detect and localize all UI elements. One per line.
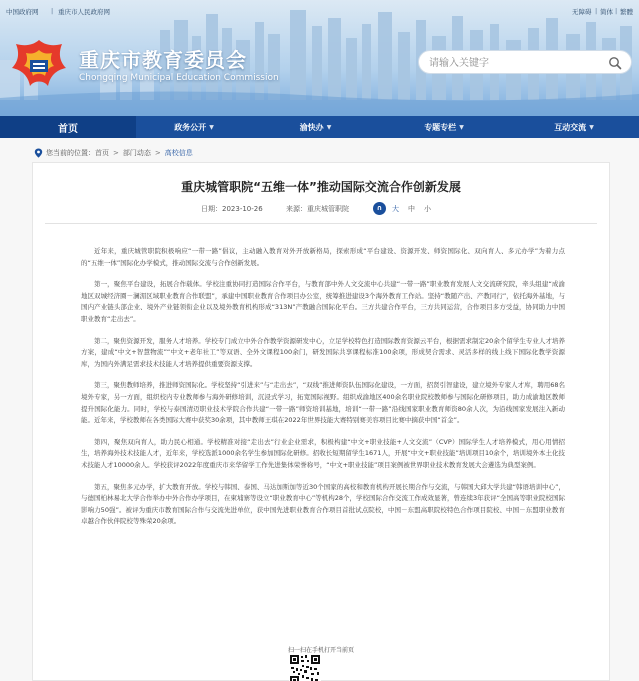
font-size-large[interactable]: 大 bbox=[392, 205, 399, 213]
nav-yukuaiban[interactable] bbox=[252, 116, 379, 138]
nav-special-topics-label: 专题专栏 bbox=[424, 122, 457, 132]
breadcrumb-dept-news[interactable]: 部门动态 bbox=[122, 149, 151, 157]
article-body bbox=[81, 246, 565, 528]
breadcrumb-home[interactable]: 首页 bbox=[95, 149, 109, 157]
chevron-down-icon: ▼ bbox=[209, 123, 214, 131]
nav-interaction[interactable] bbox=[509, 116, 639, 138]
nav-home-label: 首页 bbox=[58, 123, 78, 135]
chevron-down-icon: ▼ bbox=[589, 123, 594, 131]
nav-yukuaiban-label: 渝快办 bbox=[299, 122, 324, 132]
article-card bbox=[32, 162, 610, 681]
top-links-bar: 中国政府网 | 重庆市人民政府网 无障碍 | 简体 | 繁體 bbox=[6, 7, 633, 16]
breadcrumb-separator: > bbox=[113, 149, 119, 157]
article-meta bbox=[33, 202, 609, 216]
search-input[interactable] bbox=[429, 55, 599, 71]
link-cq-gov[interactable]: 重庆市人民政府网 bbox=[58, 8, 110, 16]
font-size-small[interactable]: 小 bbox=[424, 205, 431, 213]
link-traditional[interactable]: 繁體 bbox=[620, 8, 633, 16]
article-paragraph: 近年来，重庆城管职院积极响应“一带一路”倡议，主动融入教育对外开放新格局，探索形成“平台建设、资源开发、师资国际化、双向育人、多元办学”为着力点的“五维一体”国际化办学模式，推动国际交流与合作创新发展。 bbox=[81, 247, 565, 267]
article-paragraph: 第五，聚焦多元办学，扩大教育开放。学校与韩国、泰国、马达加斯加等近30个国家的高校和教育机构开展长期合作与交流，与韩国大邱大学共建“韩语培训中心”，与德国柏林易北大学合作举办中外合作办学项目，在柬埔寨等设立“职业教育中心”等机构28个，学校国际合作交流工作成效显著，曾连续3年获评“全国高等职业院校国际影响力50强”。被评为重庆市教育国际合作与交流先进单位，获中国先进职业教育合作项目首批试点院校，中国－东盟高职院校特色合作项目院校、中国－东盟职业教育卓越合作伙伴院校等殊荣20余项。 bbox=[81, 482, 566, 526]
article-paragraph: 第三，聚焦教师培养，推进师资国际化。学校坚持“引进来”与“走出去”，“双线”推进师资队伍国际化建设，一方面，招贤引智建设，建立境外专家人才库，聘用68名境外专家，另一方面，组织校内专业教师参与海外研修培训，沉浸式学习，拓宽国际视野。组织成渝地区400余名职业院校教师参与国际化研修项目，助力成渝地区教师提升国际化能力。同时，学校与泰国清迈职业技术学院合作共建“一带一路”师资培训基地，培训“一带一路”沿线国家职业教育师资80余人次，为沿线国家发展注入新动能。近年来，学校教师在各类国际大赛中获奖30余项，其中教师王琪在2022年世界技能大赛特别赛美容项目比赛中摘获中国“首金”。 bbox=[81, 381, 565, 425]
breadcrumb-university-info[interactable]: 高校信息 bbox=[164, 149, 193, 157]
nav-home[interactable] bbox=[0, 116, 136, 138]
site-header bbox=[0, 0, 639, 116]
share-icon[interactable]: ∩ bbox=[373, 202, 386, 215]
breadcrumb-prefix: 您当前的位置： bbox=[46, 149, 95, 157]
article-title: 重庆城管职院“五维一体”推动国际交流合作创新发展 bbox=[181, 180, 461, 194]
search-icon[interactable] bbox=[608, 56, 622, 70]
link-accessibility[interactable]: 无障碍 bbox=[572, 8, 592, 16]
link-simplified[interactable]: 简体 bbox=[600, 8, 613, 16]
site-subtitle: Chongqing Municipal Education Commission bbox=[79, 73, 279, 83]
nav-interaction-label: 互动交流 bbox=[554, 122, 587, 132]
article-paragraph: 第二，聚焦资源开发，服务人才培养。学校专门成立中外合作教学资源研发中心，立足学校特色打造国际教育资源云平台，根据需求制定20余个留学生专业人才培养方案，建成“中文+智慧物流”“中文+老年社工”等双语、全外文课程100余门，研发国际共享课程标准100余项，形成契合需求、灵活多样的线上线下国际化教学资源库，为国内外满足需求技术技能人才培养提供重要资源支撑。 bbox=[81, 336, 565, 368]
nav-gov-affairs-label: 政务公开 bbox=[174, 122, 207, 132]
search-box bbox=[418, 50, 632, 74]
location-pin-icon bbox=[34, 148, 43, 158]
link-gov-cn[interactable]: 中国政府网 bbox=[6, 8, 39, 16]
divider bbox=[45, 223, 597, 224]
font-size-medium[interactable]: 中 bbox=[408, 205, 415, 213]
breadcrumb bbox=[34, 147, 193, 159]
chevron-down-icon: ▼ bbox=[459, 123, 464, 131]
article-source: 来源：重庆城管职院 bbox=[286, 205, 349, 213]
nav-gov-affairs[interactable] bbox=[136, 116, 252, 138]
site-title[interactable]: 重庆市教育委员会 bbox=[79, 48, 247, 72]
article-paragraph: 第一，聚焦平台建设，拓展合作载体。学校注重协同打造国际合作平台，与教育部中外人文交流中心共建“一带一路”职业教育发展人文交流研究院，牵头组建“成渝地区双城经济圈－澜湄区域职业教育合作联盟”，承建中国职业教育合作项目办公室，统筹推进建设3个海外教育工作站。坚持“教随产出、产教同行”，依托海外基地，与国内产业链头部企业、境外产业链领衔企业以及境外教育机构形成“313N”产教融合国际化平台。三方共建合作平台，三方共同运营，合作项目多方受益，协同助力中国职业教育“走出去”。 bbox=[81, 280, 565, 323]
main-nav bbox=[0, 116, 639, 138]
qr-code bbox=[289, 654, 321, 681]
qr-caption: 扫一扫在手机打开当前页 bbox=[287, 647, 354, 654]
breadcrumb-separator: > bbox=[154, 149, 161, 157]
nav-special-topics[interactable] bbox=[379, 116, 509, 138]
chevron-down-icon: ▼ bbox=[326, 123, 332, 131]
article-date: 日期：2023-10-26 bbox=[201, 205, 263, 213]
article-paragraph: 第四，聚焦双向育人，助力民心相通。学校精准对接“走出去”行业企业需求，积极构建“中文+职业技能+人文交流”（CVP）国际学生人才培养模式，用心用情招生，培养海外技术技能人才，近年来，学校选派1000余名学生参加国际化研修。招收长短期留学生1671人，开展“中文+职业技能”培训项目10余个，培训境外本土化技术技能人才10000余人。学校获评2022年度重庆市来华留学工作先进集体荣誉称号，“中文+职业技能”项目案例被世界职业技术教育发展大会遴选为典型案例。 bbox=[81, 437, 565, 469]
emblem-logo bbox=[6, 36, 72, 92]
